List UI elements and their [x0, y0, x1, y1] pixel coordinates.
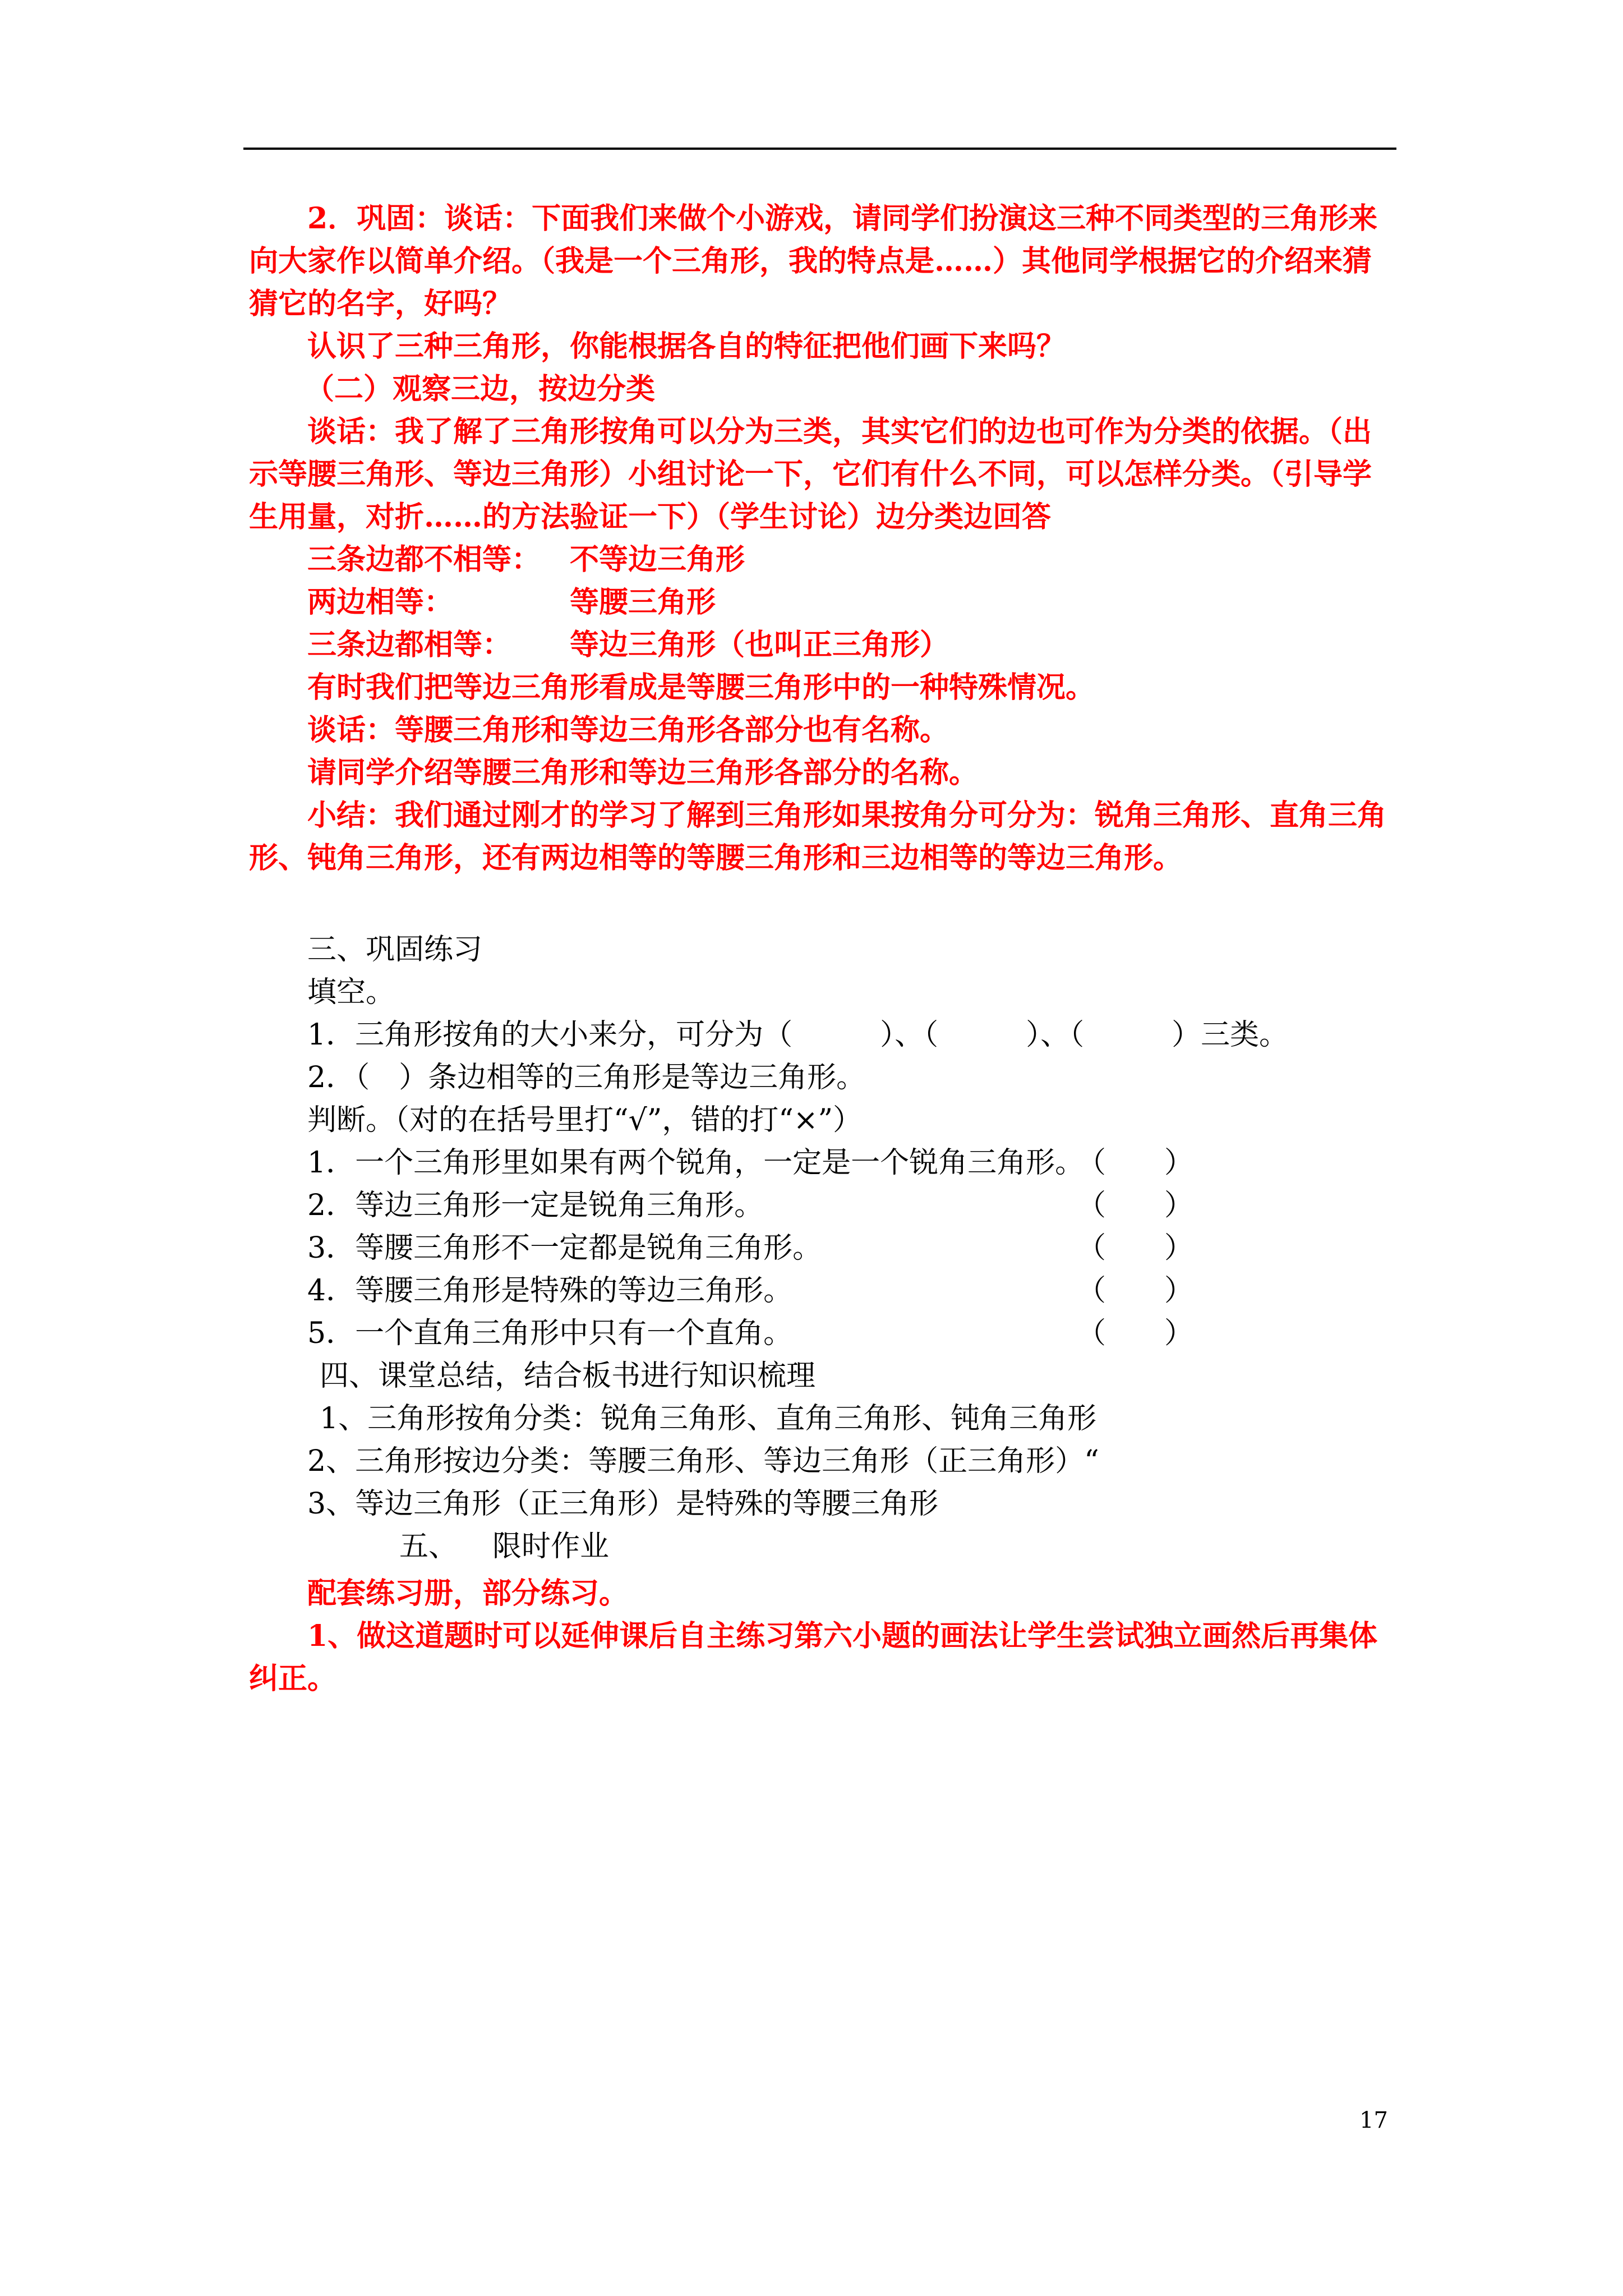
classify-row — [249, 624, 1391, 666]
summary-item: 1、三角形按角分类：锐角三角形、直角三角形、钝角三角形 — [320, 1402, 1097, 1435]
classify-condition: 两边相等： — [307, 585, 454, 619]
judge-question: 4．等腰三角形是特殊的等边三角形。 — [307, 1274, 793, 1308]
judge-item — [249, 1269, 1391, 1312]
header-rule — [243, 148, 1396, 150]
consolidate-paragraph-6: 请同学介绍等腰三角形和等边三角形各部分的名称。 — [307, 756, 979, 790]
judge-bracket: （ ） — [1077, 1231, 1194, 1265]
homework-heading-text: 限时作业 — [492, 1530, 610, 1563]
consolidate-paragraph-5: 谈话：等腰三角形和等边三角形各部分也有名称。 — [307, 713, 949, 747]
consolidate-section — [249, 197, 1391, 880]
judge-bracket: （ ） — [1077, 1146, 1194, 1180]
judge-item — [249, 1142, 1391, 1184]
homework-paragraph-1: 配套练习册，部分练习。 — [307, 1576, 629, 1611]
classify-row — [249, 581, 1391, 624]
consolidate-paragraph-3: 谈话：我了解了三角形按角可以分为三类，其实它们的边也可作为分类的依据。（出示等腰三角形、等边三角形）小组讨论一下，它们有什么不同，可以怎样分类。（引导学生用量，对折……的方法验证一下）（学生讨论）边分类边回答 — [249, 415, 1372, 534]
page-number: 17 — [1359, 2108, 1388, 2133]
practice-section — [249, 928, 1391, 1568]
homework-heading — [249, 1525, 1391, 1568]
judge-question: 1．一个三角形里如果有两个锐角，一定是一个锐角三角形。 — [307, 1146, 1085, 1180]
judge-title: 判断。（对的在括号里打“√”，错的打“×”） — [307, 1103, 863, 1137]
judge-item — [249, 1312, 1391, 1355]
judge-item — [249, 1227, 1391, 1269]
summary-item: 2、三角形按边分类：等腰三角形、等边三角形（正三角形）“ — [307, 1444, 1099, 1478]
classify-name: 等边三角形（也叫正三角形） — [570, 628, 949, 662]
consolidate-paragraph-1: 2．巩固：谈话：下面我们来做个小游戏，请同学们扮演这三种不同类型的三角形来向大家作以简单介绍。（我是一个三角形，我的特点是……）其他同学根据它的介绍来猜猜它的名字，好吗？ — [249, 201, 1378, 321]
judge-question: 3．等腰三角形不一定都是锐角三角形。 — [307, 1231, 822, 1265]
classify-name: 等腰三角形 — [570, 585, 716, 619]
sub-heading: （二）观察三边，按边分类 — [305, 372, 656, 406]
classify-condition: 三条边都相等： — [307, 628, 512, 662]
consolidate-paragraph-4: 有时我们把等边三角形看成是等腰三角形中的一种特殊情况。 — [307, 670, 1095, 705]
judge-bracket: （ ） — [1077, 1274, 1194, 1308]
homework-heading-number: 五、 — [399, 1530, 458, 1563]
fill-item: 1．三角形按角的大小来分，可分为（ ）、（ ）、（ ）三类。 — [307, 1018, 1289, 1052]
summary-heading: 四、课堂总结，结合板书进行知识梳理 — [320, 1359, 816, 1393]
fill-item: 2．（ ）条边相等的三角形是等边三角形。 — [307, 1061, 866, 1094]
classify-name: 不等边三角形 — [570, 542, 745, 577]
homework-paragraph-2: 1、做这道题时可以延伸课后自主练习第六小题的画法让学生尝试独立画然后再集体纠正。 — [249, 1619, 1378, 1696]
judge-question: 2．等边三角形一定是锐角三角形。 — [307, 1189, 764, 1222]
judge-question: 5．一个直角三角形中只有一个直角。 — [307, 1317, 793, 1350]
homework-section — [249, 1572, 1391, 1700]
judge-bracket: （ ） — [1077, 1317, 1194, 1350]
fill-title: 填空。 — [307, 976, 395, 1009]
practice-heading: 三、巩固练习 — [307, 933, 483, 967]
classify-condition: 三条边都不相等： — [307, 542, 541, 577]
summary-paragraph: 小结：我们通过刚才的学习了解到三角形如果按角分可分为：锐角三角形、直角三角形、钝角三角形，还有两边相等的等腰三角形和三边相等的等边三角形。 — [249, 798, 1387, 875]
consolidate-paragraph-2: 认识了三种三角形，你能根据各自的特征把他们画下来吗？ — [307, 329, 1066, 364]
summary-item: 3、等边三角形（正三角形）是特殊的等腰三角形 — [307, 1487, 939, 1521]
classify-row — [249, 539, 1391, 581]
judge-bracket: （ ） — [1077, 1189, 1194, 1222]
judge-item — [249, 1184, 1391, 1227]
